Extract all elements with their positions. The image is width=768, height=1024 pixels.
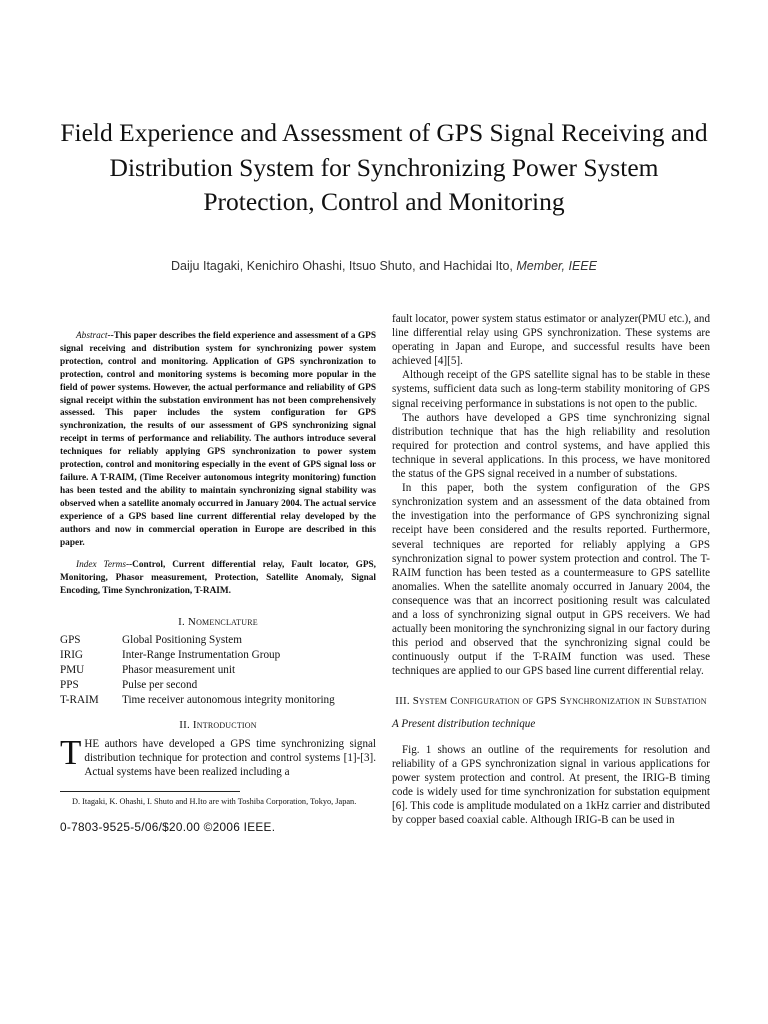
nomenclature-row [60,663,376,678]
author-names: Daiju Itagaki, Kenichiro Ohashi, Itsuo Shuto, and Hachidai Ito, [171,259,513,273]
index-terms-label: Index Terms [76,560,126,571]
nomenclature-abbr: IRIG [60,649,83,662]
nomenclature-def: Pulse per second [122,679,198,692]
nomenclature-row [60,633,376,648]
paragraph-gps-stability: Although receipt of the GPS satellite signal has to be stable in these systems, sufficient data such as long-term stability monitoring of GPS signal receiving performance in substations is not open to the public. [392,369,710,410]
author-affiliation-footnote: D. Itagaki, K. Ohashi, I. Shuto and H.Ito are with Toshiba Corporation, Tokyo, Japan. [72,797,357,807]
nomenclature-def: Global Positioning System [122,634,242,647]
abstract-text: --This paper describes the field experience and assessment of a GPS signal receiving and distribution system for synchronizing power system protection, control and monitoring. Application of GPS synchronization to protection, control and monitoring systems is becoming more popular in the field of power systems. However, the actual performance and reliability of GPS signal receipt within the substation environment has not been comprehensively assessed. This paper includes the system configuration for GPS synchronization, the results of our assessment of GPS synchronizing signal receipt in terms of performance and reliability. The authors introduce several techniques for reliably applying GPS synchronization to power system protection, control and monitoring especially in the event of GPS signal loss or failure. A T-RAIM, (Time Receiver autonomous integrity monitoring) function has been tested and the ability to maintain synchronizing signal stability was observed when a satellite anomaly occurred in January 2004. The actual service experience of a GPS based line current differential relay developed by the authors and now in commercial operation in Europe are described in this paper. [60,331,376,548]
copyright-line: 0-7803-9525-5/06/$20.00 ©2006 IEEE. [60,819,276,834]
nomenclature-heading: I. Nomenclature [178,616,258,629]
nomenclature-abbr: PMU [60,664,85,677]
author-membership: Member, IEEE [516,259,597,273]
section-3-heading: III. System Configuration of GPS Synchronization in Substation [395,695,707,708]
abstract [60,330,376,549]
nomenclature-abbr: T-RAIM [60,694,99,707]
nomenclature-row [60,693,376,708]
nomenclature-table [60,633,376,708]
paragraph-in-this-paper: In this paper, both the system configuration of the GPS synchronization system and an assessment of the data obtained from the investigation into the performance of GPS synchronizing signal receipt have been considered and the results reported. Furthermore, several techniques are reported for reliably applying a GPS synchronization signal to power system protection and control. The T-RAIM function has been tested as a countermeasure to GPS satellite anomalies. When the satellite anomaly occurred in January 2004, the consequence was that an incorrect positioning result was calculated and a loss of synchronizing signal output in GPS receivers. We had actually been monitoring the synchronizing signal in our factory during this period and observed that the synchronizing signal could be continuously output if the T-RAIM function was used. These techniques are applied to our GPS based line current differential relay. [392,482,710,678]
nomenclature-def: Phasor measurement unit [122,664,236,677]
subsection-a-heading: A Present distribution technique [392,718,536,731]
left-column [60,312,376,834]
nomenclature-row [60,678,376,693]
nomenclature-row [60,648,376,663]
paragraph-authors-developed: The authors have developed a GPS time synchronizing signal distribution technique that has the high reliability and resolution required for protection and control systems, and have applied this technique in several applications. In this process, we have monitored the status of the GPS signal received in a number of substations. [392,411,710,481]
paragraph-fig1: Fig. 1 shows an outline of the requirements for resolution and reliability of a GPS synchronization signal in various applications for power system protection and control. At present, the IRIG-B timing code is widely used for time synchronization for substation equipment [6]. This code is amplitude modulated on a 1kHz carrier and distributed by copper based coaxial cable. Although IRIG-B can be used in [392,743,710,826]
author-line [60,258,708,274]
introduction-heading: II. Introduction [179,719,257,732]
nomenclature-abbr: PPS [60,679,79,692]
nomenclature-def: Time receiver autonomous integrity monitoring [122,694,335,707]
abstract-label: Abstract [76,331,108,341]
footnote-rule [60,791,240,792]
drop-cap: T [60,733,82,773]
paragraph-continued: fault locator, power system status estimator or analyzer(PMU etc.), and line differential relay using GPS synchronization. These systems are operating in Japan and Europe, and successful results have been achieved [4][5]. [392,313,710,368]
introduction-text: HE authors have developed a GPS time synchronizing signal distribution technique for protection and control systems [1]-[3]. Actual systems have been realized including a [84,738,376,779]
index-terms [60,559,376,598]
paper-title: Field Experience and Assessment of GPS Signal Receiving and Distribution System for Synchronizing Power System Protection, Control and Monitoring [60,118,708,216]
nomenclature-abbr: GPS [60,634,81,647]
nomenclature-def: Inter-Range Instrumentation Group [122,649,281,662]
right-column [392,312,710,827]
index-terms-text: --Control, Current differential relay, Fault locator, GPS, Monitoring, Phasor measurement, Protection, Satellite Anomaly, Signal Encoding, Time Synchronization, T-RAIM. [60,560,376,597]
introduction-paragraph [60,733,376,779]
